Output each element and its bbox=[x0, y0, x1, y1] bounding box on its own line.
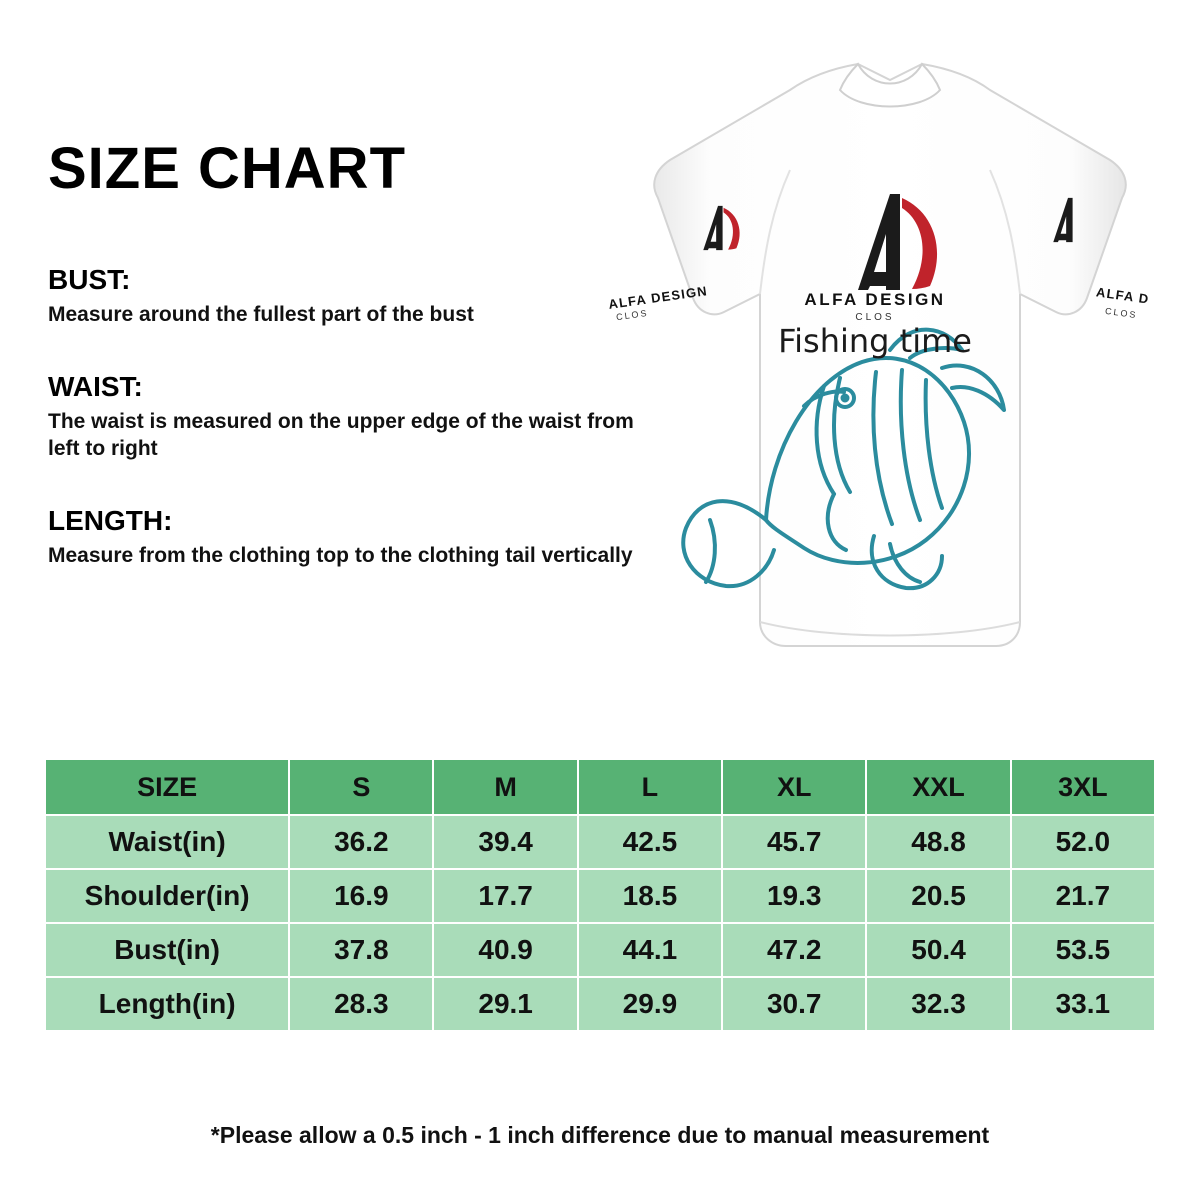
tshirt-illustration bbox=[590, 50, 1160, 690]
table-cell: 30.7 bbox=[722, 977, 866, 1031]
table-header-cell: XL bbox=[722, 759, 866, 815]
measurement-waist-label: WAIST: bbox=[48, 370, 143, 402]
table-header-cell: 3XL bbox=[1011, 759, 1155, 815]
table-cell: 42.5 bbox=[578, 815, 722, 869]
table-header-cell: S bbox=[289, 759, 433, 815]
table-header-cell: M bbox=[433, 759, 577, 815]
table-cell: 37.8 bbox=[289, 923, 433, 977]
table-cell: 32.3 bbox=[866, 977, 1010, 1031]
brand-name: ALFA DESIGN bbox=[804, 290, 946, 309]
table-cell: 18.5 bbox=[578, 869, 722, 923]
table-cell: 45.7 bbox=[722, 815, 866, 869]
table-cell: 44.1 bbox=[578, 923, 722, 977]
measurement-waist-description: The waist is measured on the upper edge of the waist from left to right bbox=[48, 409, 634, 460]
table-cell: 36.2 bbox=[289, 815, 433, 869]
measurement-waist bbox=[48, 371, 638, 463]
measurement-length bbox=[48, 505, 638, 570]
table-header-cell: SIZE bbox=[45, 759, 289, 815]
table-cell: 48.8 bbox=[866, 815, 1010, 869]
sleeve-left-brand: ALFA DESIGN bbox=[607, 283, 709, 312]
table-row bbox=[45, 923, 1155, 977]
table-cell: 40.9 bbox=[433, 923, 577, 977]
table-cell: 29.1 bbox=[433, 977, 577, 1031]
table-cell: 53.5 bbox=[1011, 923, 1155, 977]
table-cell: 16.9 bbox=[289, 869, 433, 923]
table-row-label: Length(in) bbox=[45, 977, 289, 1031]
table-cell: 17.7 bbox=[433, 869, 577, 923]
measurement-length-label: LENGTH: bbox=[48, 504, 173, 536]
table-cell: 47.2 bbox=[722, 923, 866, 977]
sleeve-right-sub: CLOS bbox=[1104, 305, 1139, 321]
measurement-instructions bbox=[48, 136, 638, 570]
table-row bbox=[45, 869, 1155, 923]
table-cell: 50.4 bbox=[866, 923, 1010, 977]
size-table bbox=[44, 758, 1156, 1032]
measurement-footnote: *Please allow a 0.5 inch - 1 inch difference due to manual measurement bbox=[210, 1122, 990, 1148]
table-cell: 29.9 bbox=[578, 977, 722, 1031]
table-cell: 33.1 bbox=[1011, 977, 1155, 1031]
sleeve-right-brand: ALFA D bbox=[1095, 284, 1151, 307]
table-row bbox=[45, 977, 1155, 1031]
product-image bbox=[590, 50, 1160, 690]
sleeve-left-sub: CLOS bbox=[615, 307, 650, 323]
table-cell: 19.3 bbox=[722, 869, 866, 923]
brand-tagline: Fishing time bbox=[778, 322, 972, 360]
table-row-label: Shoulder(in) bbox=[45, 869, 289, 923]
table-cell: 39.4 bbox=[433, 815, 577, 869]
measurement-length-description: Measure from the clothing top to the clothing tail vertically bbox=[48, 543, 633, 567]
table-cell: 28.3 bbox=[289, 977, 433, 1031]
measurement-bust-label: BUST: bbox=[48, 264, 131, 295]
table-row-label: Waist(in) bbox=[45, 815, 289, 869]
table-cell: 20.5 bbox=[866, 869, 1010, 923]
measurement-bust-description: Measure around the fullest part of the bust bbox=[48, 303, 474, 326]
table-header-row bbox=[45, 759, 1155, 815]
size-table-wrapper bbox=[44, 758, 1156, 1032]
table-header-cell: XXL bbox=[866, 759, 1010, 815]
page-title: SIZE CHART bbox=[48, 136, 406, 201]
table-cell: 52.0 bbox=[1011, 815, 1155, 869]
table-cell: 21.7 bbox=[1011, 869, 1155, 923]
measurement-bust bbox=[48, 264, 638, 329]
brand-sub: CLOS bbox=[855, 312, 895, 323]
table-row bbox=[45, 815, 1155, 869]
table-row-label: Bust(in) bbox=[45, 923, 289, 977]
table-header-cell: L bbox=[578, 759, 722, 815]
